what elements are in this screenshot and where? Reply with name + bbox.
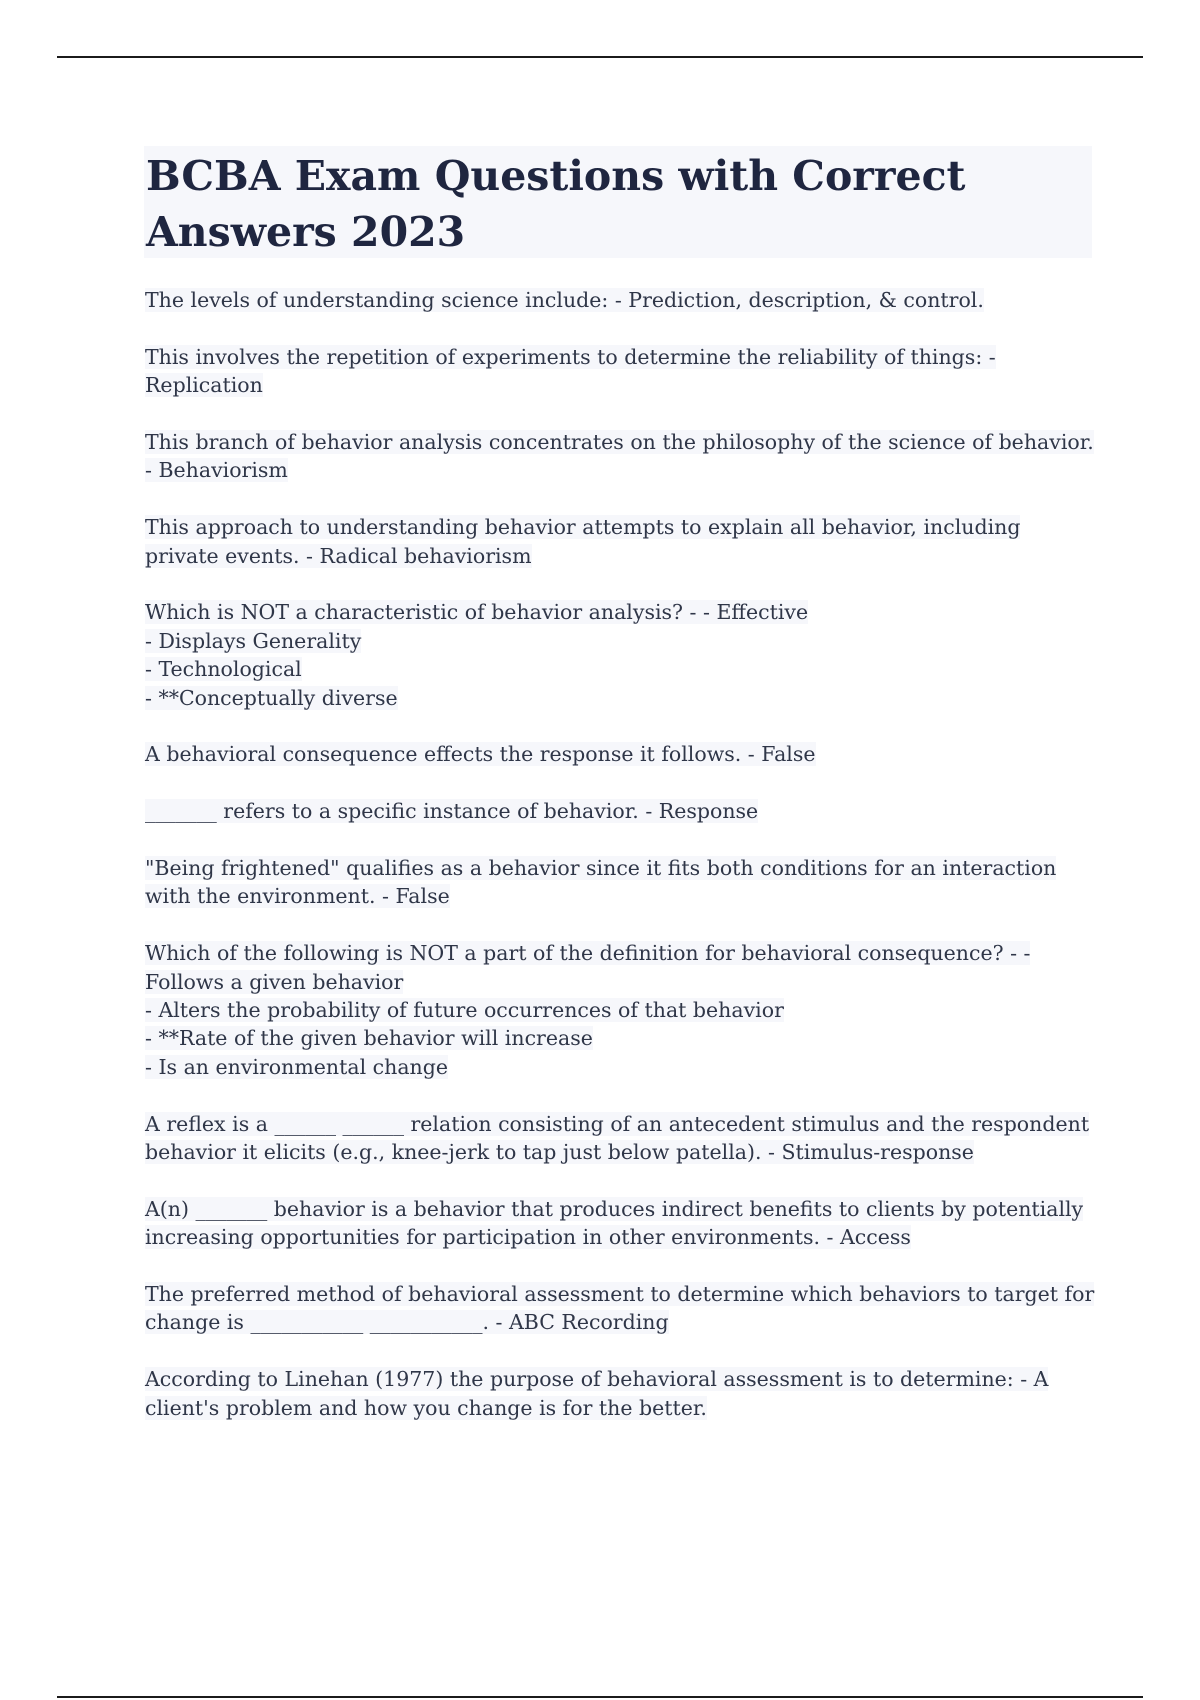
question-line: [145, 740, 1093, 768]
question-line: [145, 1024, 1093, 1052]
question-text: - Displays Generality: [145, 628, 362, 653]
question-item: [145, 1365, 1093, 1422]
question-text: A reflex is a ______ ______ relation consisting of an antecedent stimulus and the respondent: [145, 1111, 1090, 1136]
question-text: _______ refers to a specific instance of behavior. - Response: [145, 799, 759, 824]
question-line: [145, 627, 1093, 655]
bottom-divider: [57, 1696, 1143, 1698]
question-line: [145, 1280, 1093, 1308]
question-item: [145, 1280, 1093, 1337]
question-line: [145, 286, 1093, 314]
question-item: [145, 740, 1093, 768]
question-line: [145, 598, 1093, 626]
question-line: [145, 797, 1093, 825]
question-text: private events. - Radical behaviorism: [145, 543, 532, 568]
question-text: Which is NOT a characteristic of behavior analysis? - - Effective: [145, 600, 809, 625]
question-line: [145, 882, 1093, 910]
question-line: [145, 542, 1093, 570]
question-text: Replication: [145, 373, 263, 398]
question-text: - Behaviorism: [145, 458, 288, 483]
question-line: [145, 371, 1093, 399]
question-item: [145, 513, 1093, 570]
question-text: with the environment. - False: [145, 884, 450, 909]
question-text: The levels of understanding science include: - Prediction, description, & control.: [145, 288, 984, 312]
question-list: [145, 286, 1093, 1450]
title-block: [144, 146, 1092, 258]
question-text: behavior it elicits (e.g., knee-jerk to tap just below patella). - Stimulus-response: [145, 1140, 974, 1165]
question-text: increasing opportunities for participation in other environments. - Access: [145, 1225, 911, 1250]
question-line: [145, 1394, 1093, 1422]
question-line: [145, 939, 1093, 967]
question-text: Follows a given behavior: [145, 969, 404, 994]
question-text: This approach to understanding behavior attempts to explain all behavior, including: [145, 515, 1021, 540]
question-line: [145, 1110, 1093, 1138]
question-line: [145, 854, 1093, 882]
question-text: A(n) _______ behavior is a behavior that produces indirect benefits to clients by potentially: [145, 1196, 1084, 1221]
question-item: [145, 797, 1093, 825]
question-line: [145, 1308, 1093, 1336]
question-text: According to Linehan (1977) the purpose of behavioral assessment is to determine: - A: [145, 1367, 1049, 1392]
question-line: [145, 513, 1093, 541]
question-line: [145, 1053, 1093, 1081]
question-text: A behavioral consequence effects the response it follows. - False: [145, 742, 816, 767]
question-text: change is ___________ ___________. - ABC Recording: [145, 1310, 669, 1335]
question-text: - Alters the probability of future occurrences of that behavior: [145, 998, 784, 1023]
question-line: [145, 1195, 1093, 1223]
question-line: [145, 1223, 1093, 1251]
top-divider: [57, 56, 1143, 58]
question-line: [145, 655, 1093, 683]
question-text: Which of the following is NOT a part of the definition for behavioral consequence? - -: [145, 941, 1031, 966]
question-line: [145, 1365, 1093, 1393]
question-item: [145, 598, 1093, 712]
question-text: This branch of behavior analysis concentrates on the philosophy of the science of behavior.: [145, 430, 1094, 454]
question-item: [145, 286, 1093, 314]
question-line: [145, 456, 1093, 484]
question-text: "Being frightened" qualifies as a behavior since it fits both conditions for an interaction: [145, 856, 1057, 881]
question-item: [145, 939, 1093, 1081]
question-item: [145, 343, 1093, 400]
question-item: [145, 1110, 1093, 1167]
question-item: [145, 428, 1093, 485]
question-text: This involves the repetition of experiments to determine the reliability of things: -: [145, 344, 996, 369]
question-line: [145, 968, 1093, 996]
question-text: - Technological: [145, 657, 302, 682]
question-text: - Is an environmental change: [145, 1054, 449, 1079]
title-line: Answers 2023: [146, 208, 466, 256]
question-line: [145, 1138, 1093, 1166]
question-text: client's problem and how you change is for the better.: [145, 1395, 707, 1420]
question-item: [145, 854, 1093, 911]
question-line: [145, 996, 1093, 1024]
question-line: [145, 343, 1093, 371]
title-line: BCBA Exam Questions with Correct: [146, 152, 966, 200]
question-text: - **Rate of the given behavior will increase: [145, 1026, 593, 1051]
page-title: [144, 146, 1092, 260]
question-item: [145, 1195, 1093, 1252]
question-line: [145, 428, 1093, 456]
question-line: [145, 684, 1093, 712]
question-text: - **Conceptually diverse: [145, 685, 398, 710]
question-text: The preferred method of behavioral assessment to determine which behaviors to target for: [145, 1282, 1095, 1307]
